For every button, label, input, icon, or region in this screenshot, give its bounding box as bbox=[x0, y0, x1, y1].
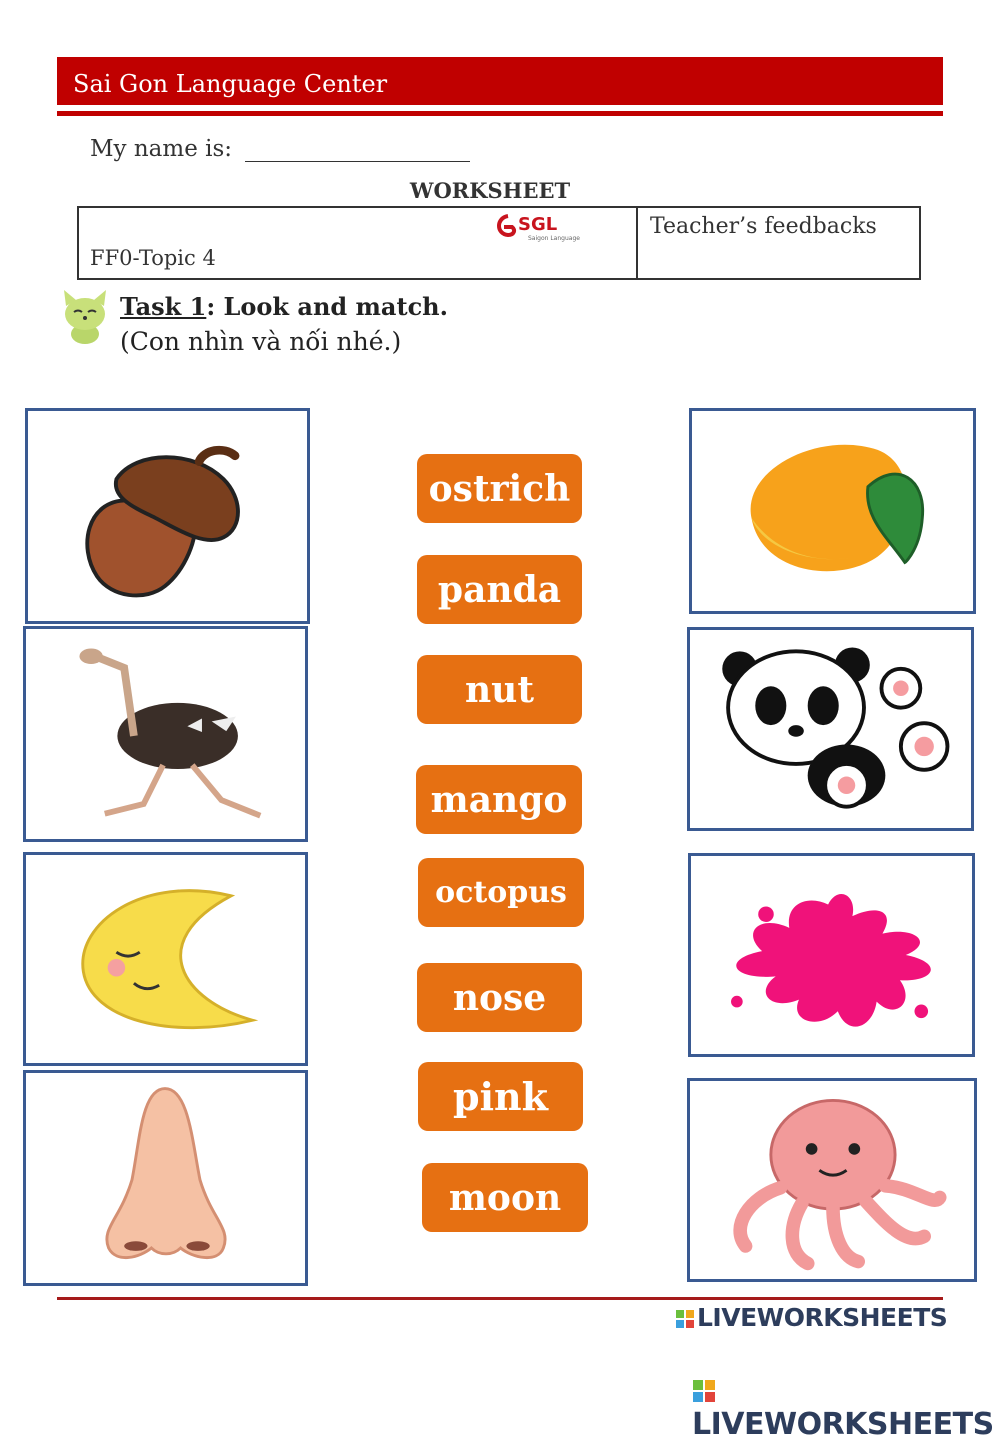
picture-card-panda[interactable] bbox=[687, 627, 974, 831]
ostrich-picture bbox=[26, 629, 305, 839]
info-table-divider bbox=[636, 206, 638, 280]
picture-card-octopus[interactable] bbox=[687, 1078, 977, 1282]
liveworksheets-outer-mark-icon bbox=[692, 1379, 718, 1403]
picture-card-acorn[interactable] bbox=[25, 408, 310, 624]
word-button-octopus[interactable]: octopus bbox=[418, 858, 584, 927]
center-name: Sai Gon Language Center bbox=[73, 70, 388, 98]
picture-card-mango[interactable] bbox=[689, 408, 976, 614]
cat-mascot-icon bbox=[60, 290, 110, 344]
word-button-nut[interactable]: nut bbox=[417, 655, 582, 724]
sgl-logo-subtext: Saigon Language bbox=[528, 235, 580, 242]
task-instruction: : Look and match. bbox=[206, 292, 448, 321]
pink-splash-picture bbox=[691, 856, 972, 1054]
worksheet-title: WORKSHEET bbox=[409, 178, 571, 203]
picture-card-nose[interactable] bbox=[23, 1070, 308, 1286]
acorn-picture bbox=[28, 411, 307, 621]
task-number: Task 1 bbox=[120, 292, 207, 321]
panda-picture bbox=[690, 630, 971, 828]
liveworksheets-inner-text: LIVEWORKSHEETS bbox=[697, 1303, 948, 1332]
word-button-moon[interactable]: moon bbox=[422, 1163, 588, 1232]
sgl-logo-text: SGL bbox=[518, 214, 558, 235]
teacher-feedback-label: Teacher’s feedbacks bbox=[650, 214, 877, 239]
task-subtitle: (Con nhìn và nối nhé.) bbox=[120, 327, 402, 356]
word-button-panda[interactable]: panda bbox=[417, 555, 582, 624]
word-button-mango[interactable]: mango bbox=[416, 765, 582, 834]
picture-card-ostrich[interactable] bbox=[23, 626, 308, 842]
topic-label: FF0-Topic 4 bbox=[90, 246, 216, 270]
octopus-picture bbox=[690, 1081, 974, 1279]
word-button-ostrich[interactable]: ostrich bbox=[417, 454, 582, 523]
name-input-line[interactable] bbox=[245, 161, 470, 162]
nose-picture bbox=[26, 1073, 305, 1283]
header-underline bbox=[57, 111, 943, 116]
footer-rule bbox=[57, 1297, 943, 1300]
word-button-nose[interactable]: nose bbox=[417, 963, 582, 1032]
liveworksheets-inner-mark-icon bbox=[675, 1309, 697, 1329]
name-label: My name is: bbox=[90, 136, 233, 162]
liveworksheets-outer-logo[interactable] bbox=[692, 1372, 1000, 1442]
moon-picture bbox=[26, 855, 305, 1063]
liveworksheets-outer-text: LIVEWORKSHEETS bbox=[692, 1407, 994, 1442]
liveworksheets-inner-logo bbox=[675, 1303, 947, 1332]
picture-card-moon[interactable] bbox=[23, 852, 308, 1066]
task-title bbox=[120, 292, 448, 321]
sgl-logo bbox=[494, 208, 584, 244]
mango-picture bbox=[692, 411, 973, 611]
word-button-pink[interactable]: pink bbox=[418, 1062, 583, 1131]
picture-card-pink[interactable] bbox=[688, 853, 975, 1057]
